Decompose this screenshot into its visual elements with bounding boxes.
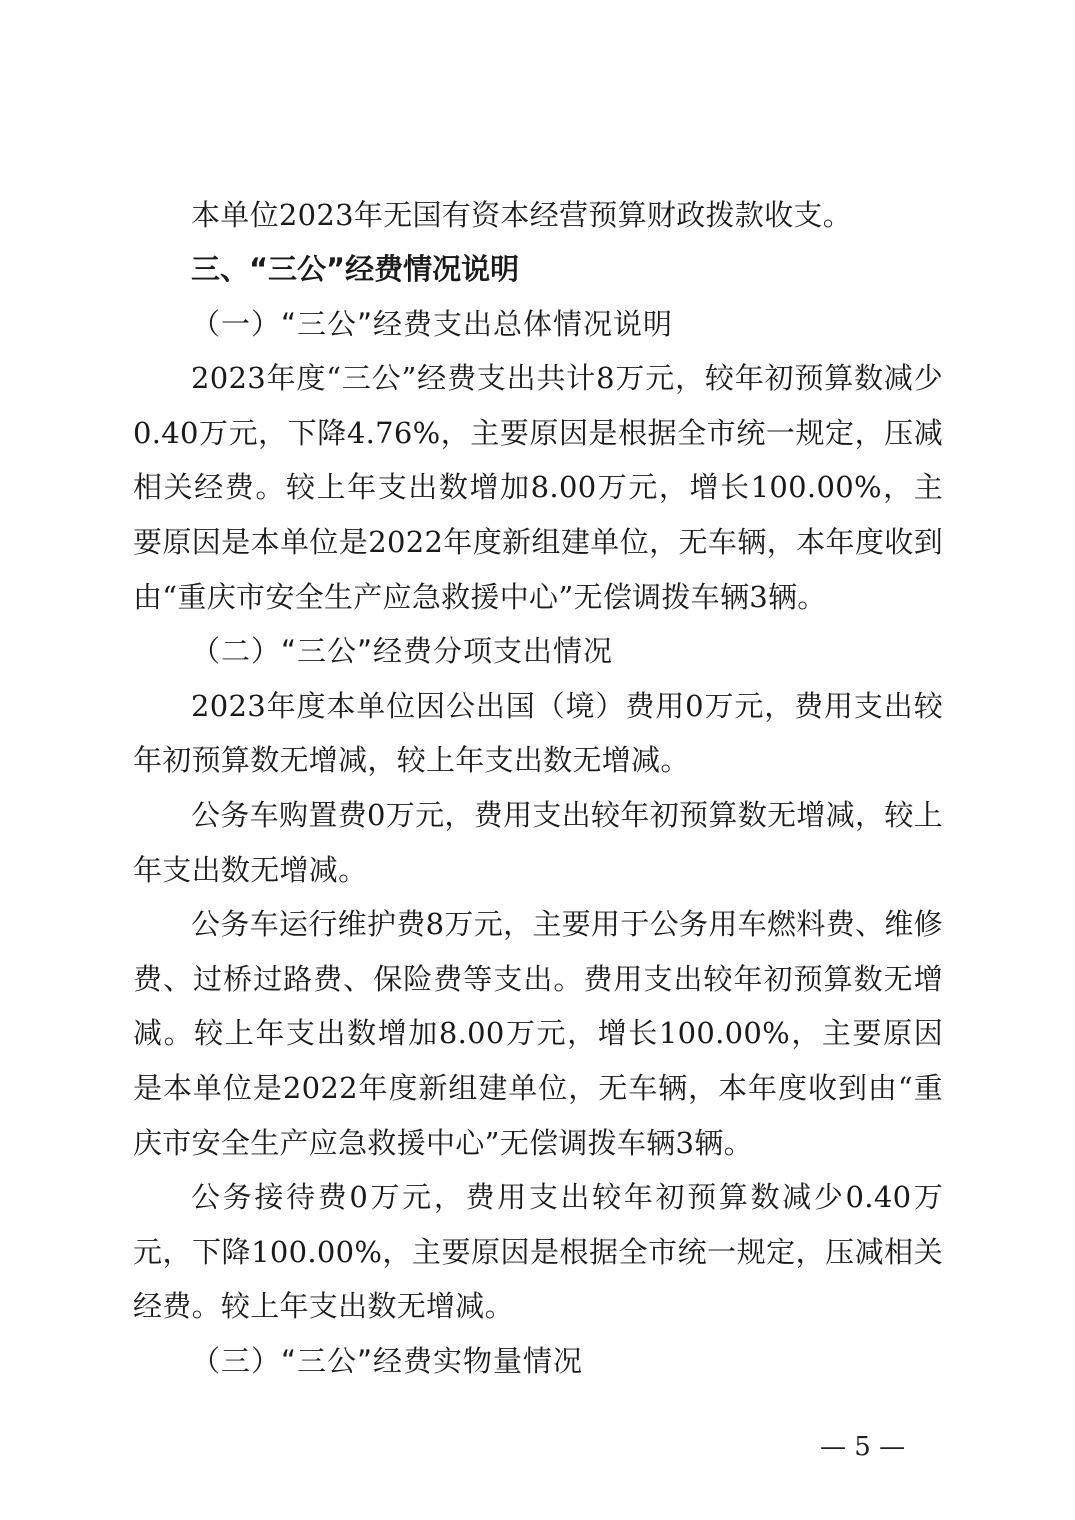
paragraph-vehicle-operation: 公务车运行维护费8万元，主要用于公务用车燃料费、维修费、过桥过路费、保险费等支出。费用支出较年初预算数无增减。较上年支出数增加8.00万元，增长100.00%，主要原因是本单位是2022年度新组建单位，无车辆，本年度收到由“重庆市安全生产应急救援中心”无偿调拨车辆3辆。 — [133, 907, 943, 1160]
paragraph-vehicle-purchase: 公务车购置费0万元，费用支出较年初预算数无增减，较上年支出数无增减。 — [133, 797, 943, 887]
subheading-itemized-expenses: （二）“三公”经费分项支出情况 — [191, 634, 614, 669]
section-heading-three-public-expenses: 三、“三公”经费情况说明 — [191, 252, 520, 286]
paragraph-overseas-travel: 2023年度本单位因公出国（境）费用0万元，费用支出较年初预算数无增减，较上年支出数无增减。 — [133, 688, 943, 778]
paragraph-state-capital-budget: 本单位2023年无国有资本经营预算财政拨款收支。 — [191, 198, 853, 232]
document-body — [133, 188, 943, 1388]
subheading-overall-expenses: （一）“三公”经费支出总体情况说明 — [191, 306, 674, 341]
paragraph-overall-expenses: 2023年度“三公”经费支出共计8万元，较年初预算数减少0.40万元，下降4.76%，主要原因是根据全市统一规定，压减相关经费。较上年支出数增加8.00万元，增长100.00%，主要原因是本单位是2022年度新组建单位，无车辆，本年度收到由“重庆市安全生产应急救援中心”无偿调拨车辆3辆。 — [133, 361, 943, 614]
paragraph-official-reception: 公务接待费0万元，费用支出较年初预算数减少0.40万元，下降100.00%，主要原因是根据全市统一规定，压减相关经费。较上年支出数无增减。 — [133, 1180, 943, 1324]
page-number: — 5 — — [820, 1432, 906, 1462]
subheading-physical-quantity: （三）“三公”经费实物量情况 — [191, 1343, 584, 1378]
